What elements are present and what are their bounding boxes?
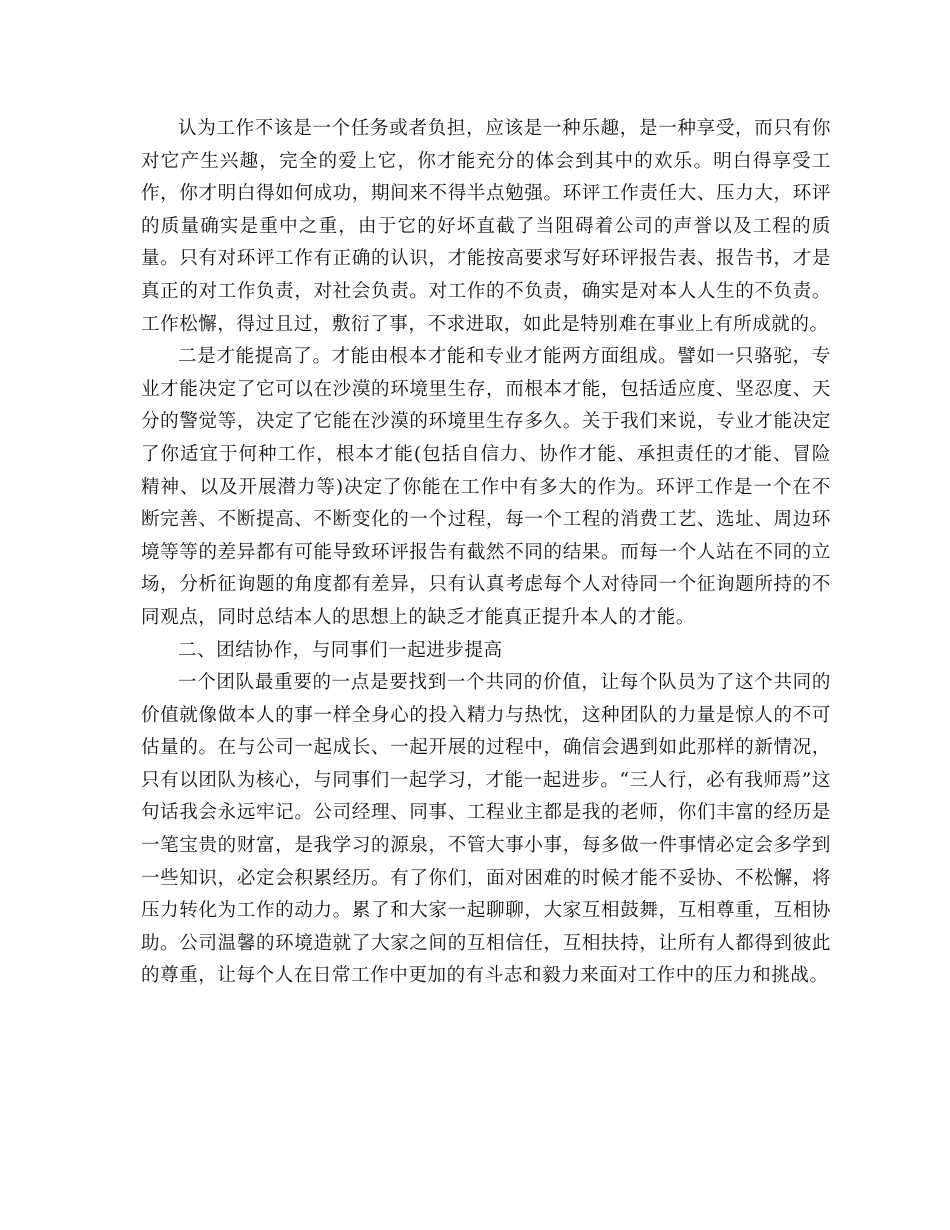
paragraph-ability-improvement: 二是才能提高了。才能由根本才能和专业才能两方面组成。譬如一只骆驼，专业才能决定了它可以在沙漠的环境里生存，而根本才能，包括适应度、坚忍度、天分的警觉等，决定了它能在沙漠的环境里生存多久。关于我们来说，专业才能决定了你适宜于何种工作，根本才能(包括自信力、协作才能、承担责任的才能、冒险精神、以及开展潜力等)决定了你能在工作中有多大的作为。环评工作是一个在不断完善、不断提高、不断变化的一个过程，每一个工程的消费工艺、选址、周边环境等等的差异都有可能导致环评报告有截然不同的结果。而每一个人站在不同的立场，分析征询题的角度都有差异，只有认真考虑每个人对待同一个征询题所持的不同观点，同时总结本人的思想上的缺乏才能真正提升本人的才能。 bbox=[141, 346, 831, 628]
paragraph-teamwork: 一个团队最重要的一点是要找到一个共同的价值，让每个队员为了这个共同的价值就像做本人的事一样全身心的投入精力与热忱，这种团队的力量是惊人的不可估量的。在与公司一起成长、一起开展的过程中，确信会遇到如此那样的新情况，只有以团队为核心，与同事们一起学习，才能一起进步。“三人行，必有我师焉”这句话我会永远牢记。公司经理、同事、工程业主都是我的老师，你们丰富的经历是一笔宝贵的财富，是我学习的源泉，不管大事小事，每多做一件事情必定会多学到一些知识，必定会积累经历。有了你们，面对困难的时候才能不妥协、不松懈，将压力转化为工作的动力。累了和大家一起聊聊，大家互相鼓舞，互相尊重，互相协助。公司温馨的环境造就了大家之间的互相信任，互相扶持，让所有人都得到彼此的尊重，让每个人在日常工作中更加的有斗志和毅力来面对工作中的压力和挑战。 bbox=[141, 672, 831, 987]
section-heading-teamwork: 二、团结协作，与同事们一起进步提高 bbox=[178, 639, 503, 661]
document-body bbox=[141, 113, 831, 993]
paragraph-work-attitude: 认为工作不该是一个任务或者负担，应该是一种乐趣，是一种享受，而只有你对它产生兴趣，完全的爱上它，你才能充分的体会到其中的欢乐。明白得享受工作，你才明白得如何成功，期间来不得半点勉强。环评工作责任大、压力大，环评的质量确实是重中之重，由于它的好坏直截了当阻碍着公司的声誉以及工程的质量。只有对环评工作有正确的认识，才能按高要求写好环评报告表、报告书，才是真正的对工作负责，对社会负责。对工作的不负责，确实是对本人人生的不负责。工作松懈，得过且过，敷衍了事，不求进取，如此是特别难在事业上有所成就的。 bbox=[141, 118, 831, 335]
